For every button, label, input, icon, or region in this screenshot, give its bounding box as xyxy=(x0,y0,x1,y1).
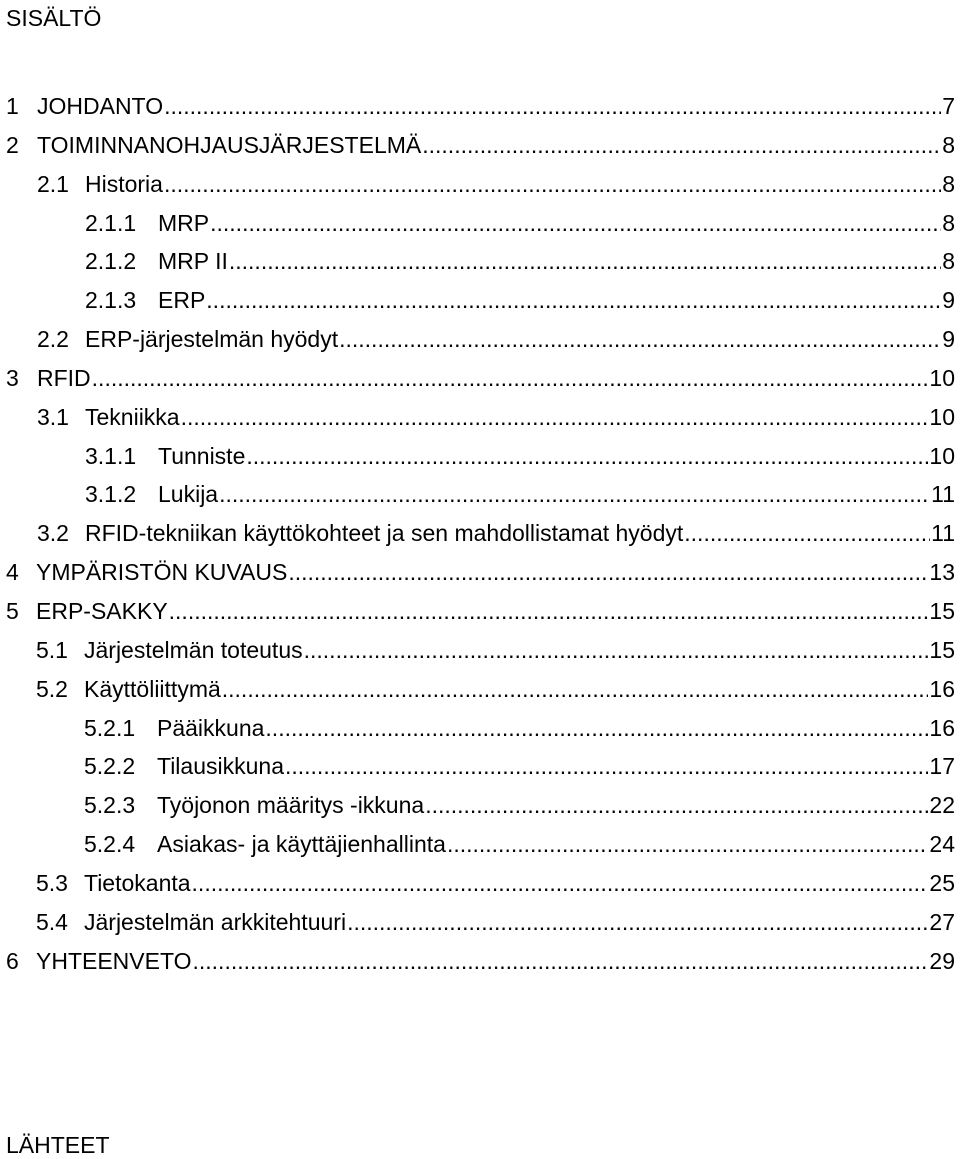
toc-entry-number: 2.1.2 xyxy=(85,248,137,275)
toc-entry-title: RFID-tekniikan käyttökohteet ja sen mahdollistamat hyödyt xyxy=(85,520,684,547)
toc-entry-line xyxy=(85,519,955,547)
toc-entry-line xyxy=(85,325,955,353)
toc-entry-line xyxy=(84,636,955,664)
toc-entry xyxy=(0,903,960,942)
toc-entry-number: 5.4 xyxy=(36,908,68,935)
toc-entry-title: Pääikkuna xyxy=(157,714,265,741)
toc-entry xyxy=(0,709,960,748)
toc-entry-line xyxy=(158,480,955,508)
toc-entry-title: Tietokanta xyxy=(84,869,191,896)
dot-leader xyxy=(347,908,928,936)
toc-entry-line xyxy=(157,752,955,780)
toc-entry xyxy=(0,864,960,903)
toc-entry-page: 29 xyxy=(929,947,955,974)
toc-entry-title: MRP xyxy=(158,209,210,236)
toc-entry xyxy=(0,242,960,281)
toc-entry-line xyxy=(37,131,955,159)
toc-entry-number: 5 xyxy=(6,597,19,624)
toc-entry-page: 10 xyxy=(929,364,955,391)
dot-leader xyxy=(265,714,928,742)
toc-entry-number: 1 xyxy=(6,93,19,119)
toc-entry-page: 24 xyxy=(929,831,955,858)
toc-entry-number: 5.2.4 xyxy=(84,831,136,858)
toc-entry xyxy=(0,631,960,670)
toc-entry-number: 3 xyxy=(6,364,19,391)
toc-entry-title: YMPÄRISTÖN KUVAUS xyxy=(36,559,288,586)
toc-entry-line xyxy=(36,947,955,975)
dot-leader xyxy=(219,480,930,508)
toc-entry-title: Työjonon määritys -ikkuna xyxy=(157,792,425,819)
toc-entry-number: 5.1 xyxy=(36,636,68,663)
toc-entry-title: ERP xyxy=(158,287,206,314)
toc-entry-page: 8 xyxy=(942,170,955,197)
toc-entry-number: 5.2 xyxy=(36,675,68,702)
dot-leader xyxy=(210,209,941,237)
dot-leader xyxy=(447,830,928,858)
toc-entry-page: 8 xyxy=(942,131,955,158)
dot-leader xyxy=(169,597,929,625)
toc-entry-page: 15 xyxy=(929,597,955,624)
toc-entry-number: 5.2.2 xyxy=(84,753,136,780)
dot-leader xyxy=(246,442,928,470)
toc-entry-title: Asiakas- ja käyttäjienhallinta xyxy=(157,831,446,858)
toc-entry-line xyxy=(158,286,955,314)
toc-entry-number: 2 xyxy=(6,131,19,158)
toc-entry-title: Tilausikkuna xyxy=(157,753,284,780)
dot-leader xyxy=(229,247,941,275)
toc-entry-page: 8 xyxy=(942,248,955,275)
toc-entry-title: Lukija xyxy=(158,481,219,508)
toc-entry-number: 2.2 xyxy=(37,326,69,353)
toc-entry-line xyxy=(36,597,955,625)
toc-entry xyxy=(0,942,960,981)
dot-leader xyxy=(206,286,941,314)
toc-entry-page: 16 xyxy=(929,714,955,741)
dot-leader xyxy=(422,131,941,159)
table-of-contents xyxy=(0,87,960,980)
toc-entry-title: ERP-SAKKY xyxy=(36,597,168,624)
toc-entry-page: 9 xyxy=(942,287,955,314)
dot-leader xyxy=(684,519,930,547)
toc-entry-title: YHTEENVETO xyxy=(36,947,192,974)
toc-entry-line xyxy=(84,908,955,936)
toc-entry-title: Tekniikka xyxy=(85,403,180,430)
toc-entry-title: ERP-järjestelmän hyödyt xyxy=(85,326,339,353)
toc-entry-page: 10 xyxy=(929,403,955,430)
toc-entry-number: 3.1.1 xyxy=(85,442,137,469)
toc-entry xyxy=(0,165,960,204)
toc-entry-page: 8 xyxy=(942,209,955,236)
toc-heading: SISÄLTÖ xyxy=(6,5,102,31)
dot-leader xyxy=(193,947,929,975)
toc-entry-page: 9 xyxy=(942,326,955,353)
toc-entry xyxy=(0,320,960,359)
toc-entry-line xyxy=(157,714,955,742)
dot-leader xyxy=(285,752,928,780)
toc-entry-line xyxy=(85,403,955,431)
toc-entry-line xyxy=(157,830,955,858)
toc-entry-line xyxy=(158,209,955,237)
dot-leader xyxy=(164,170,941,198)
toc-entry-page: 27 xyxy=(929,908,955,935)
dot-leader xyxy=(181,403,929,431)
toc-entry-title: Käyttöliittymä xyxy=(84,675,221,702)
toc-entry-number: 5.2.3 xyxy=(84,792,136,819)
toc-entry xyxy=(0,786,960,825)
toc-entry-title: MRP II xyxy=(158,248,228,275)
toc-entry-number: 2.1.3 xyxy=(85,287,137,314)
toc-entry xyxy=(0,281,960,320)
toc-entry-title: Tunniste xyxy=(158,442,246,469)
toc-entry-page: 10 xyxy=(929,442,955,469)
toc-entry-number: 3.1.2 xyxy=(85,481,137,508)
toc-entry-page: 16 xyxy=(929,675,955,702)
toc-entry-page: 7 xyxy=(942,93,955,119)
toc-entry-line xyxy=(85,170,955,198)
toc-entry-title: RFID xyxy=(37,364,91,391)
toc-entry-page: 25 xyxy=(929,869,955,896)
toc-entry xyxy=(0,204,960,243)
toc-entry xyxy=(0,514,960,553)
dot-leader xyxy=(288,558,928,586)
dot-leader xyxy=(164,92,941,120)
toc-entry-page: 11 xyxy=(931,520,955,547)
toc-entry-page: 13 xyxy=(929,559,955,586)
toc-entry-title: Järjestelmän toteutus xyxy=(84,636,303,663)
dot-leader xyxy=(192,869,929,897)
toc-entry xyxy=(0,87,960,126)
toc-entry-line xyxy=(157,791,955,819)
dot-leader xyxy=(222,675,929,703)
dot-leader xyxy=(92,364,929,392)
toc-entry xyxy=(0,825,960,864)
toc-entry-line xyxy=(37,92,955,120)
toc-entry xyxy=(0,670,960,709)
toc-entry-page: 17 xyxy=(929,753,955,780)
toc-entry-line xyxy=(158,442,955,470)
toc-entry-number: 5.3 xyxy=(36,869,68,896)
toc-entry-page: 22 xyxy=(929,792,955,819)
dot-leader xyxy=(339,325,941,353)
toc-entry-line xyxy=(37,364,955,392)
toc-entry xyxy=(0,437,960,476)
toc-entry xyxy=(0,553,960,592)
toc-entry-title: Historia xyxy=(85,170,163,197)
toc-entry-title: TOIMINNANOHJAUSJÄRJESTELMÄ xyxy=(37,131,422,158)
toc-entry-line xyxy=(84,675,955,703)
toc-entry-title: JOHDANTO xyxy=(37,93,164,119)
toc-entry-page: 11 xyxy=(931,481,955,508)
toc-entry xyxy=(0,398,960,437)
toc-entry xyxy=(0,359,960,398)
dot-leader xyxy=(304,636,929,664)
toc-entry-line xyxy=(158,247,955,275)
toc-entry-number: 2.1 xyxy=(37,170,69,197)
toc-entry xyxy=(0,475,960,514)
dot-leader xyxy=(425,791,928,819)
toc-entry-number: 3.1 xyxy=(37,403,69,430)
toc-entry-title: Järjestelmän arkkitehtuuri xyxy=(84,908,347,935)
toc-entry-number: 3.2 xyxy=(37,520,69,547)
sources-heading: LÄHTEET xyxy=(6,1132,110,1158)
toc-entry-line xyxy=(84,869,955,897)
toc-entry-page: 15 xyxy=(929,636,955,663)
toc-entry xyxy=(0,126,960,165)
toc-entry xyxy=(0,747,960,786)
toc-entry-number: 2.1.1 xyxy=(85,209,137,236)
toc-entry-number: 5.2.1 xyxy=(84,714,136,741)
toc-entry-line xyxy=(36,558,955,586)
toc-entry xyxy=(0,592,960,631)
toc-entry-number: 6 xyxy=(6,947,19,974)
toc-entry-number: 4 xyxy=(6,559,19,586)
